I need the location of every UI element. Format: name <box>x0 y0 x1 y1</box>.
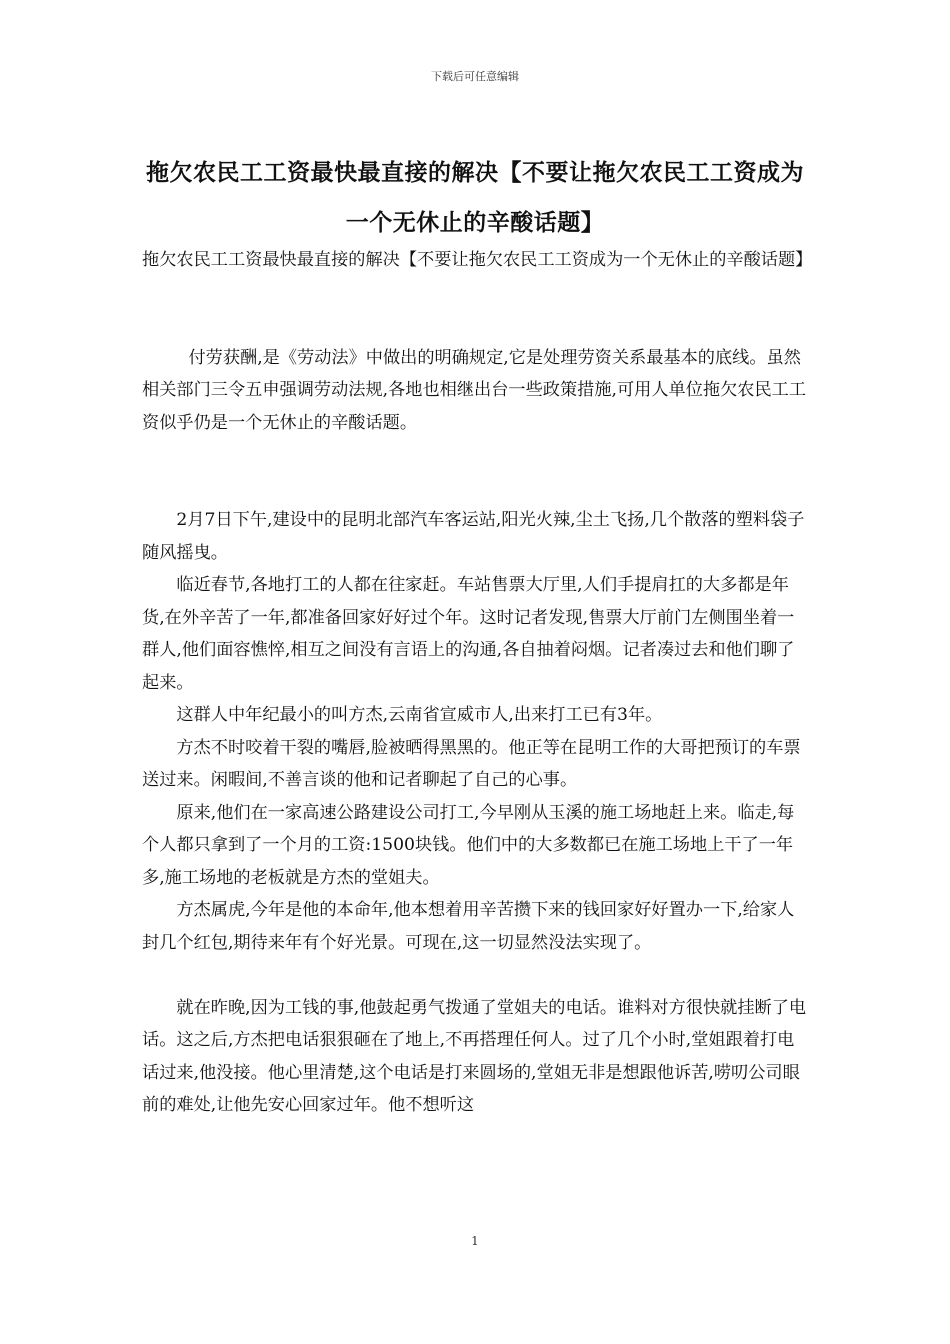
body-paragraph: 方杰属虎,今年是他的本命年,他本想着用辛苦攒下来的钱回家好好置办一下,给家人封几个红包,期待来年有个好光景。可现在,这一切显然没法实现了。 <box>142 900 795 953</box>
page-header: 下载后可任意编辑 <box>431 70 519 83</box>
spacer <box>142 959 808 992</box>
spacer <box>142 309 808 342</box>
body-paragraph: 付劳获酬,是《劳动法》中做出的明确规定,它是处理劳资关系最基本的底线。虽然相关部门三令五申强调劳动法规,各地也相继出台一些政策措施,可用人单位拖欠农民工工资似乎仍是一个无休止的辛酸话题。 <box>142 347 807 433</box>
document-body <box>142 244 813 1122</box>
document-title: 拖欠农民工工资最快最直接的解决【不要让拖欠农民工工资成为一个无休止的辛酸话题】 <box>146 159 804 236</box>
body-paragraph: 原来,他们在一家高速公路建设公司打工,今早刚从玉溪的施工场地赶上来。临走,每个人都只拿到了一个月的工资:1500块钱。他们中的大多数都已在施工场地上干了一年多,施工场地的老板就是方杰的堂姐夫。 <box>142 802 795 888</box>
body-paragraph: 方杰不时咬着干裂的嘴唇,脸被晒得黑黑的。他正等在昆明工作的大哥把预订的车票送过来。闲暇间,不善言谈的他和记者聊起了自己的心事。 <box>142 737 801 790</box>
body-paragraph: 2月7日下午,建设中的昆明北部汽车客运站,阳光火辣,尘土飞扬,几个散落的塑料袋子随风摇曳。 <box>142 510 805 563</box>
body-paragraph: 临近春节,各地打工的人都在往家赶。车站售票大厅里,人们手提肩扛的大多都是年货,在外辛苦了一年,都准备回家好好过个年。这时记者发现,售票大厅前门左侧围坐着一群人,他们面容憔悴,相互之间没有言语上的沟通,各自抽着闷烟。记者凑过去和他们聊了起来。 <box>142 575 795 693</box>
body-paragraph: 就在昨晚,因为工钱的事,他鼓起勇气拨通了堂姐夫的电话。谁料对方很快就挂断了电话。这之后,方杰把电话狠狠砸在了地上,不再搭理任何人。过了几个小时,堂姐跟着打电话过来,他没接。他心里清楚,这个电话是打来圆场的,堂姐无非是想跟他诉苦,唠叨公司眼前的难处,让他先安心回家过年。他不想听这 <box>142 997 807 1115</box>
page-number: 1 <box>471 1234 479 1248</box>
subtitle-paragraph: 拖欠农民工工资最快最直接的解决【不要让拖欠农民工工资成为一个无休止的辛酸话题】 <box>142 250 813 270</box>
spacer <box>142 472 808 505</box>
spacer <box>142 439 808 472</box>
body-paragraph: 这群人中年纪最小的叫方杰,云南省宣威市人,出来打工已有3年。 <box>176 705 663 725</box>
spacer <box>142 277 808 310</box>
